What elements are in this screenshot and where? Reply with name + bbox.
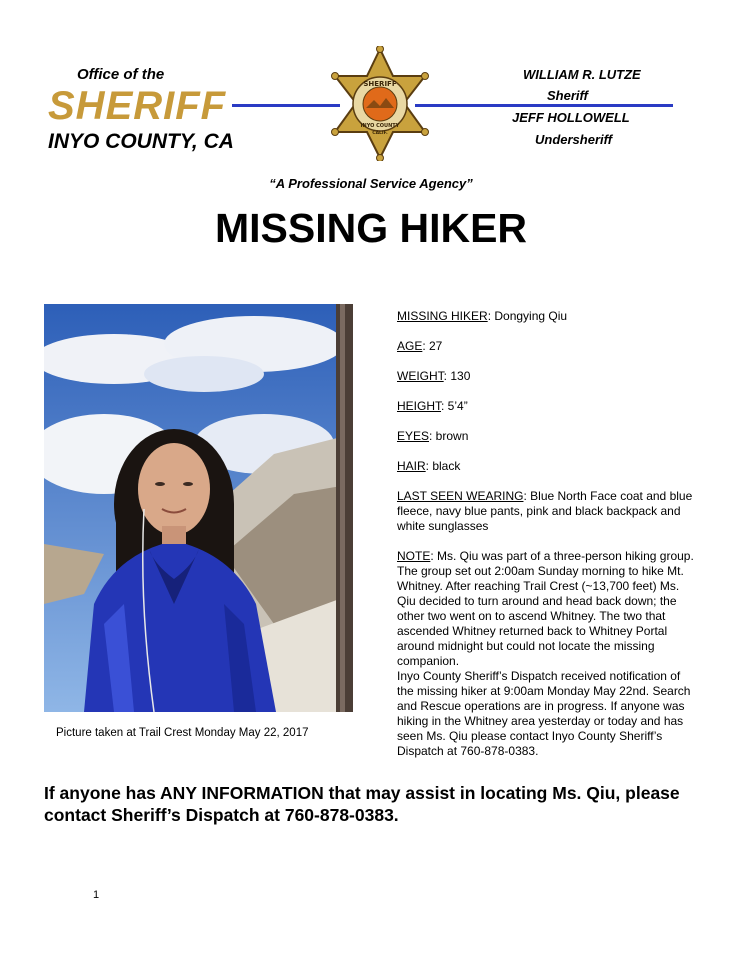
detail-hair-value: : black	[425, 459, 461, 473]
detail-eyes-value: : brown	[429, 429, 469, 443]
sheriff-name: WILLIAM R. LUTZE	[523, 67, 641, 82]
undersheriff-title: Undersheriff	[535, 132, 613, 147]
detail-note-label: NOTE	[397, 549, 431, 563]
missing-person-photo	[44, 304, 353, 712]
detail-height	[397, 399, 697, 414]
detail-weight	[397, 369, 697, 384]
detail-eyes-label: EYES	[397, 429, 430, 443]
contact-appeal: If anyone has ANY INFORMATION that may assist in locating Ms. Qiu, please contact Sheriff’s Dispatch at 760-878-0383.	[44, 783, 680, 825]
detail-name-label: MISSING HIKER	[397, 309, 488, 323]
page-number: 1	[93, 889, 100, 901]
detail-last-seen-value: : Blue North Face coat and blue fleece, navy blue pants, pink and black backpack and white sunglasses	[397, 489, 693, 533]
badge-middle-text: INYO COUNTY	[360, 123, 400, 129]
sheriff-wordmark: SHERIFF	[48, 84, 227, 128]
detail-hair-label: HAIR	[397, 459, 426, 473]
detail-dispatch: Inyo County Sheriff’s Dispatch received notification of the missing hiker at 9:00am Monday May 22nd. Search and Rescue operations are in progress. If anyone was hiking in the Whitney area yesterday or today and has seen Ms. Qiu please contact Inyo County Sheriff’s Dispatch at 760-878-0383.	[397, 669, 691, 758]
detail-last-seen-label: LAST SEEN WEARING	[397, 489, 524, 503]
detail-age	[397, 339, 697, 354]
sheriff-star-badge	[330, 46, 430, 161]
detail-weight-label: WEIGHT	[397, 369, 444, 383]
header-rule-left	[232, 104, 340, 107]
detail-height-label: HEIGHT	[397, 399, 442, 413]
detail-name	[397, 309, 697, 324]
badge-top-text: SHERIFF	[363, 80, 397, 88]
undersheriff-name: JEFF HOLLOWELL	[512, 110, 630, 125]
detail-name-value: : Dongying Qiu	[487, 309, 568, 323]
page-title: MISSING HIKER	[214, 205, 528, 251]
badge-bottom-text: CALIF.	[372, 131, 388, 136]
detail-note-value: : Ms. Qiu was part of a three-person hiking group. The group set out 2:00am Sunday morning to hike Mt. Whitney. After reaching Trail Crest (~13,700 feet) Ms. Qiu decided to turn around and head back down; the other two went on to ascend Whitney. The two that ascended Whitney returned back to Whitney Portal around midnight but could not locate the missing companion.	[397, 549, 694, 668]
sheriff-title: Sheriff	[547, 88, 588, 103]
header-rule-right	[415, 104, 673, 107]
detail-height-value: : 5’4”	[441, 399, 468, 413]
detail-last-seen	[397, 489, 697, 534]
detail-age-label: AGE	[397, 339, 423, 353]
detail-age-value: : 27	[422, 339, 443, 353]
office-of-label: Office of the	[77, 66, 165, 83]
hiker-details	[397, 309, 697, 759]
county-label: INYO COUNTY, CA	[48, 130, 234, 153]
detail-hair	[397, 459, 697, 474]
detail-eyes	[397, 429, 697, 444]
detail-note	[397, 549, 697, 669]
photo-caption: Picture taken at Trail Crest Monday May 22, 2017	[56, 727, 309, 739]
agency-tagline: “A Professional Service Agency”	[269, 176, 473, 191]
detail-weight-value: : 130	[443, 369, 471, 383]
